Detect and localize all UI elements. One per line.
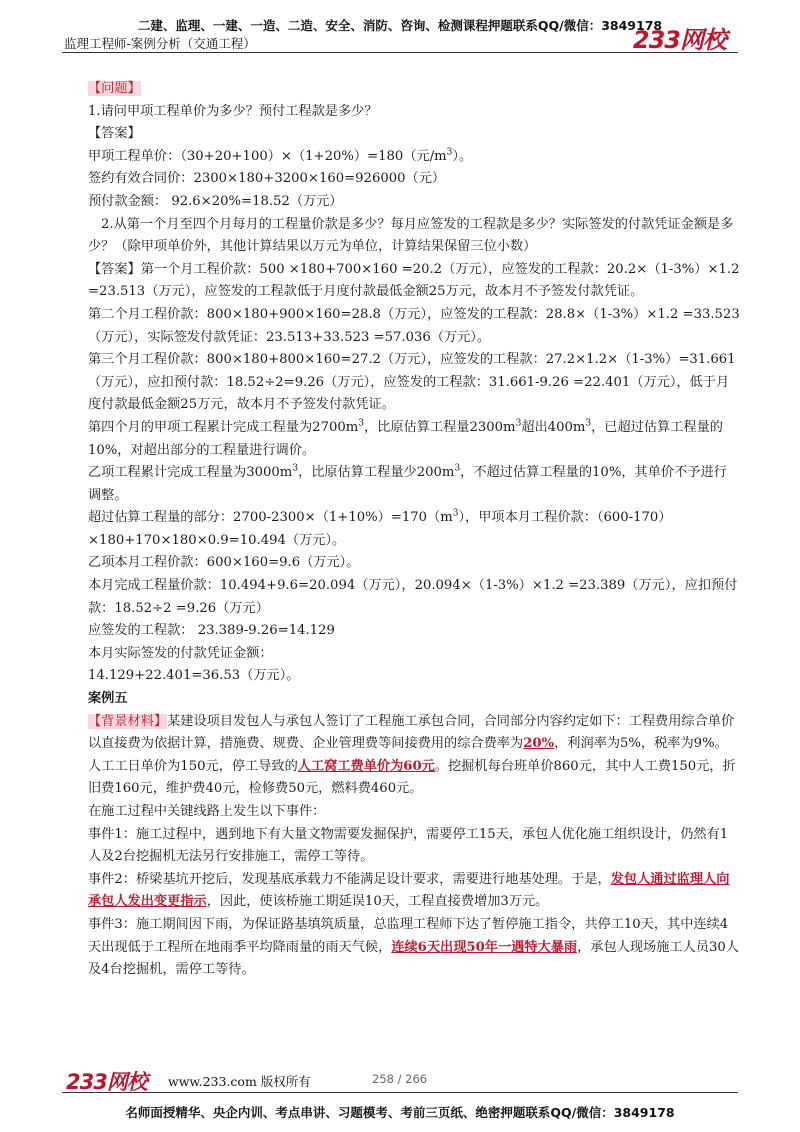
question-tag: 【问题】 <box>88 81 141 96</box>
month-1: 【答案】第一个月工程价款：500 ×180+700×160 =20.2（万元），应签发的工程款：20.2×（1-3%）×1.2 =23.513（万元），应签发的工程款低于月度付款最低金额25万元，故本月不予签发付款凭证。 <box>88 261 740 300</box>
case-5-heading: 案例五 <box>88 691 128 707</box>
events-intro: 在施工过程中关键线路上发生以下事件： <box>88 804 326 819</box>
answer-1-line-2: 签约有效合同价：2300×180+3200×160=926000（元） <box>88 171 446 187</box>
header-top-line: 二建、监理、一建、一造、二造、安全、消防、咨询、检测课程押题联系QQ/微信：3849178 <box>137 18 663 33</box>
event-3: 事件3：施工期间因下雨，为保证路基填筑质量，总监理工程师下达了暂停施工指令，共停工10天，其中连续4天出现低于工程所在地雨季平均降雨量的雨天气候，连续6天出现50年一遇特大暴雨，承包人现场施工人员30人及4台挖掘机，需停工等待。 <box>88 916 739 978</box>
event-2: 事件2：桥梁基坑开挖后，发现基底承载力不能满足设计要求，需要进行地基处理。于是，发包人通过监理人向承包人发出变更指示，因此，使该桥施工期延误10天，工程直接费增加3万元。 <box>88 871 730 910</box>
month-4-item-b-price: 乙项本月工程价款：600×160=9.6（万元）。 <box>88 555 360 571</box>
month-4-overrun: 第四个月的甲项工程累计完成工程量为$2700m^3$，比原估算工程量$2300m^3$超出$400m^3$，已超过估算工程量的10%，对超出部分的工程量进行调价。 <box>88 418 723 458</box>
footer-divider <box>62 1092 738 1093</box>
background-material: 【背景材料】某建设项目发包人与承包人签订了工程施工承包合同，合同部分内容约定如下：工程费用综合单价以直接费为依据计算，措施费、规费、企业管理费等间接费用的综合费率为20%，利润率为5%，税率为9%。人工工日单价为150元，停工导致的人工窝工费单价为60元。挖掘机每台班单价860元，其中人工费150元，折旧费160元，维护费40元，检修费50元，燃料费460元。 <box>88 713 736 797</box>
footer-logo: 233网校 <box>66 1070 147 1094</box>
header-logo: 233网校 <box>632 26 726 54</box>
event-1: 事件1：施工过程中，遇到地下有大量文物需要发掘保护，需要停工15天，承包人优化施工组织设计，仍然有1人及2台挖掘机无法另行安排施工，需停工等待。 <box>88 826 729 865</box>
document-body <box>88 78 740 982</box>
footer-bottom-line: 名师面授精华、央企内训、考点串讲、习题模考、考前三页纸、绝密押题联系QQ/微信：3849178 <box>125 1105 675 1120</box>
month-4-payable: 应签发的工程款： 23.389-9.26=14.129 <box>88 623 335 639</box>
month-4-item-b: 乙项工程累计完成工程量为$3000m^3$，比原估算工程量少$200m^3$，不超过估算工程量的10%，其单价不予进行调整。 <box>88 463 727 503</box>
answer-tag: 【答案】 <box>88 126 141 142</box>
month-4-actual-label: 本月实际签发的付款凭证金额： <box>88 645 273 661</box>
month-4-excess: 超过估算工程量的部分：$2700-2300\times(1+10\%)=170(m^3)$，甲项本月工程价款：（600-170）×180+170×180×0.9=10.494（万元）。 <box>88 508 672 548</box>
footer-site: www.233.com 版权所有 <box>168 1074 311 1089</box>
answer-1-line-1: 甲项工程单价：（30+20+100）×（1+20%）=180（元$/m^3$）。 <box>88 147 473 164</box>
month-2: 第二个月工程价款：800×180+900×160=28.8（万元），应签发的工程款：28.8×（1-3%）×1.2 =33.523（万元），实际签发付款凭证：23.513+33.523 =57.036（万元）。 <box>88 306 740 345</box>
page-number: 258 / 266 <box>372 1072 428 1086</box>
month-4-total: 本月完成工程量价款：10.494+9.6=20.094（万元），20.094×（1-3%）×1.2 =23.389（万元），应扣预付款：18.52÷2 =9.26（万元） <box>88 578 738 616</box>
header-subtitle: 监理工程师-案例分析（交通工程） <box>64 36 256 51</box>
answer-1-line-3: 预付款金额： 92.6×20%=18.52（万元） <box>88 193 343 209</box>
month-3: 第三个月工程价款：800×180+800×160=27.2（万元），应签发的工程款：27.2×1.2×（1-3%）=31.661（万元），应扣预付款：18.52÷2=9.26（万元），应签发的工程款：31.661-9.26 =22.401（万元），低于月度付款最低金额25万元，故本月不予签发付款凭证。 <box>88 352 736 413</box>
question-1: 1.请问甲项工程单价为多少？预付工程款是多少？ <box>88 103 378 119</box>
month-4-actual-value: 14.129+22.401=36.53（万元）。 <box>88 668 300 684</box>
question-2: 2.从第一个月至四个月每月的工程量价款是多少？每月应签发的工程款是多少？实际签发的付款凭证金额是多少？（除甲项单价外，其他计算结果以万元为单位，计算结果保留三位小数） <box>88 216 734 255</box>
header-divider <box>62 52 738 53</box>
